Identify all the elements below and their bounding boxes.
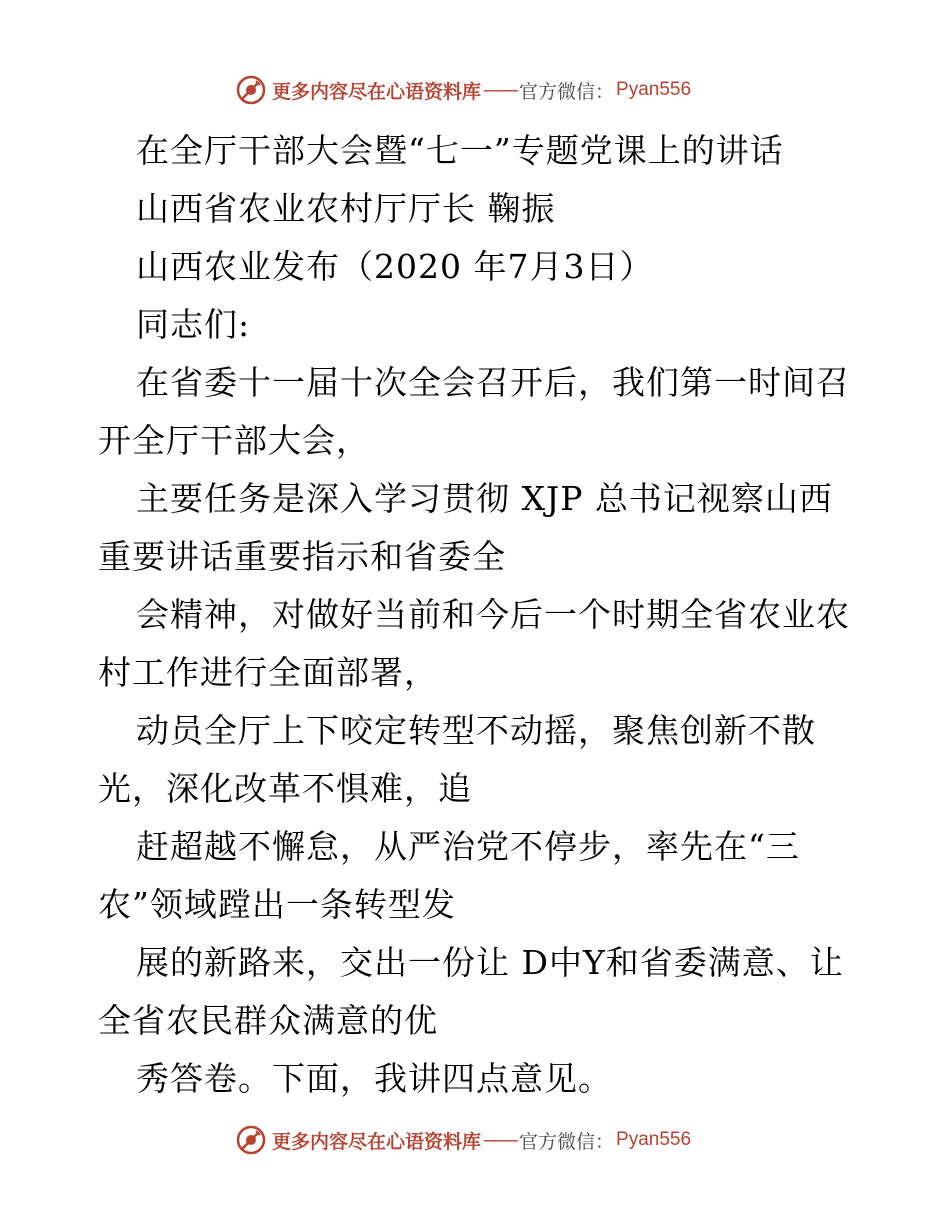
- document-salutation: 同志们:: [136, 305, 251, 344]
- watermark-wechat-label: 官方微信：: [519, 1130, 615, 1153]
- paragraph-line: 赶超越不懈怠，从严治党不停步，率先在“三: [136, 827, 800, 866]
- logo-icon: [236, 75, 266, 105]
- document-author: 山西省农业农村厅厅长 鞠振: [136, 189, 556, 228]
- document-title: 在全厅干部大会暨“七一”专题党课上的讲话: [136, 131, 784, 170]
- watermark-title: 更多内容尽在心语资料库: [272, 1130, 482, 1153]
- paragraph-line: 开全厅干部大会，: [98, 421, 370, 460]
- watermark-wechat-label: 官方微信：: [519, 80, 615, 103]
- watermark-separator: ——: [483, 1129, 518, 1151]
- paragraph-line: 农”领域蹚出一条转型发: [98, 885, 456, 924]
- paragraph-line: 会精神，对做好当前和今后一个时期全省农业农: [136, 595, 850, 634]
- watermark-wechat-id: Pyan556: [616, 1129, 692, 1150]
- paragraph-line: 重要讲话重要指示和省委全: [98, 537, 506, 576]
- paragraph-line: 全省农民群众满意的优: [98, 1001, 438, 1040]
- watermark-wechat-id: Pyan556: [616, 79, 692, 100]
- document-body: [98, 122, 878, 1108]
- paragraph-line: 秀答卷。下面，我讲四点意见。: [136, 1059, 612, 1098]
- paragraph-line: 村工作进行全面部署，: [98, 653, 438, 692]
- paragraph-line: 动员全厅上下咬定转型不动摇，聚焦创新不散: [136, 711, 816, 750]
- watermark-title: 更多内容尽在心语资料库: [272, 80, 482, 103]
- paragraph-line: 光，深化改革不惧难，追: [98, 769, 472, 808]
- watermark-separator: ——: [483, 79, 518, 101]
- paragraph-line: 主要任务是深入学习贯彻 XJP 总书记视察山西: [136, 479, 833, 518]
- paragraph-line: 在省委十一届十次全会召开后，我们第一时间召: [136, 363, 850, 402]
- watermark-footer: [236, 1122, 691, 1158]
- paragraph-line: 展的新路来，交出一份让 D中Y和省委满意、让: [136, 943, 844, 982]
- document-source: 山西农业发布（2020 年7月3日）: [136, 247, 654, 286]
- watermark-header: [236, 72, 691, 108]
- logo-icon: [236, 1125, 266, 1155]
